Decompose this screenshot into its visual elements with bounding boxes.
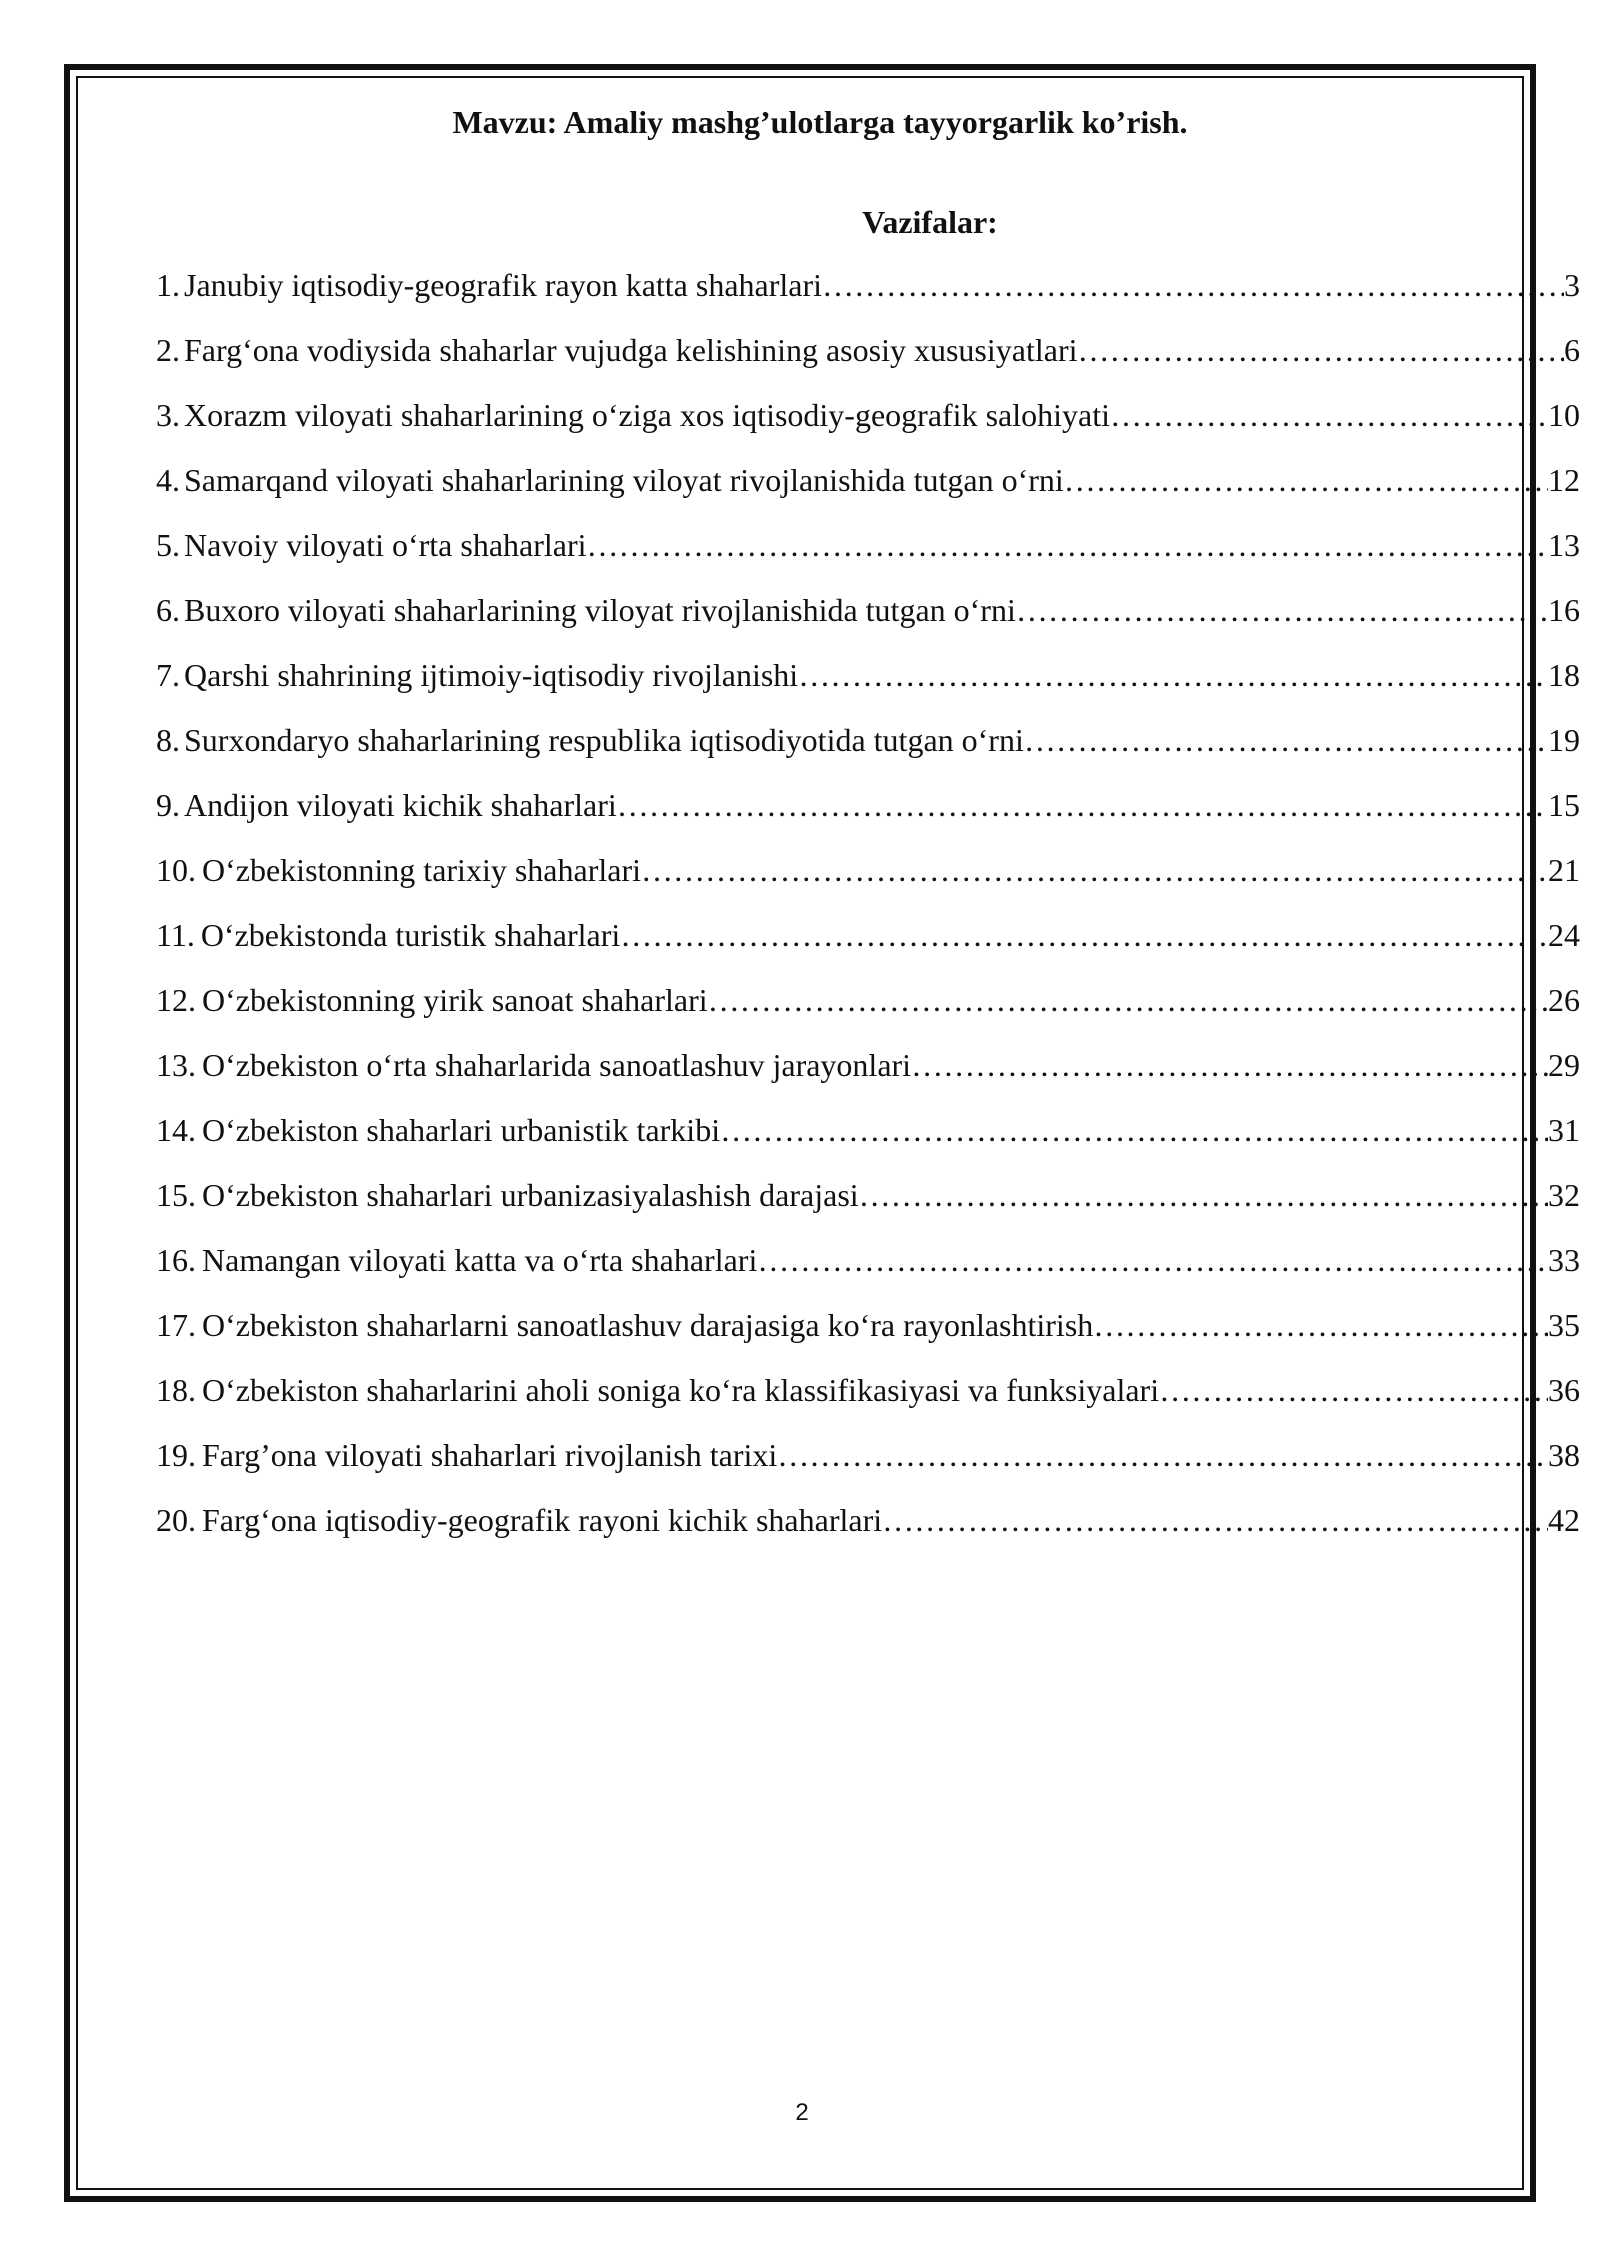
toc-item-3[interactable]: [156, 392, 1580, 457]
toc-item-title: O‘zbekistonning yirik sanoat shaharlari: [202, 982, 708, 1018]
toc-dot-leader: [587, 522, 1548, 568]
toc-item-number: 19.: [156, 1437, 196, 1473]
toc-dot-leader: [1159, 1367, 1548, 1413]
toc-item-20[interactable]: [156, 1497, 1580, 1562]
toc-item-12[interactable]: [156, 977, 1580, 1042]
toc-item-title: O‘zbekistonda turistik shaharlari: [200, 917, 621, 953]
toc-item-title: Farg’ona viloyati shaharlari rivojlanish tarixi: [202, 1437, 778, 1473]
toc-item-11[interactable]: [156, 912, 1580, 977]
toc-item-number: 20.: [156, 1502, 196, 1538]
toc-item-16[interactable]: [156, 1237, 1580, 1302]
toc-item-page: 15: [1548, 787, 1580, 823]
toc-item-title: Namangan viloyati katta va o‘rta shaharlari: [202, 1242, 758, 1278]
toc-dot-leader: [798, 652, 1548, 698]
toc-item-8[interactable]: [156, 717, 1580, 782]
toc-dot-leader: [620, 912, 1548, 958]
toc-item-title: Xorazm viloyati shaharlarining o‘ziga xos iqtisodiy-geografik salohiyati: [184, 397, 1110, 433]
toc-item-page: 32: [1548, 1177, 1580, 1213]
toc-item-number: 7.: [156, 657, 180, 693]
toc-item-page: 26: [1548, 982, 1580, 1018]
topic-heading: Mavzu: Amaliy mashg’ulotlarga tayyorgarlik ko’rish.: [452, 104, 1188, 140]
toc-item-page: 12: [1548, 462, 1580, 498]
toc-item-number: 3.: [156, 397, 180, 433]
toc-item-number: 17.: [156, 1307, 196, 1343]
toc-item-15[interactable]: [156, 1172, 1580, 1237]
toc-item-5[interactable]: [156, 522, 1580, 587]
toc-item-19[interactable]: [156, 1432, 1580, 1497]
toc-item-number: 13.: [156, 1047, 196, 1083]
toc-item-number: 1.: [156, 267, 180, 303]
toc-item-number: 16.: [156, 1242, 196, 1278]
toc-item-14[interactable]: [156, 1107, 1580, 1172]
toc-item-number: 5.: [156, 527, 180, 563]
toc-item-title: O‘zbekiston shaharlari urbanizasiyalashish darajasi: [202, 1177, 859, 1213]
toc-item-number: 14.: [156, 1112, 196, 1148]
toc-dot-leader: [641, 847, 1548, 893]
toc-item-number: 4.: [156, 462, 180, 498]
toc-dot-leader: [1077, 327, 1564, 373]
toc-item-2[interactable]: [156, 327, 1580, 392]
toc-item-number: 2.: [156, 332, 180, 368]
toc-item-page: 36: [1548, 1372, 1580, 1408]
toc-item-title: O‘zbekiston o‘rta shaharlarida sanoatlashuv jarayonlari: [202, 1047, 912, 1083]
toc-item-page: 35: [1548, 1307, 1580, 1343]
toc-dot-leader: [1024, 717, 1548, 763]
toc-item-number: 12.: [156, 982, 196, 1018]
toc-dot-leader: [708, 977, 1548, 1023]
toc-item-page: 10: [1548, 397, 1580, 433]
toc-dot-leader: [757, 1237, 1548, 1283]
toc-item-page: 18: [1548, 657, 1580, 693]
toc-item-number: 10.: [156, 852, 196, 888]
toc-item-page: 42: [1548, 1502, 1580, 1538]
toc-item-page: 19: [1548, 722, 1580, 758]
toc-item-title: Samarqand viloyati shaharlarining viloyat rivojlanishida tutgan o‘rni: [184, 462, 1064, 498]
toc-item-10[interactable]: [156, 847, 1580, 912]
toc-item-number: 15.: [156, 1177, 196, 1213]
toc-item-1[interactable]: [156, 262, 1580, 327]
toc-dot-leader: [911, 1042, 1548, 1088]
toc-item-title: Farg‘ona vodiysida shaharlar vujudga kelishining asosiy xususiyatlari: [184, 332, 1078, 368]
toc-dot-leader: [777, 1432, 1548, 1478]
toc-item-number: 11.: [156, 917, 195, 953]
toc-dot-leader: [1016, 587, 1548, 633]
toc-item-page: 6: [1564, 332, 1580, 368]
toc-dot-leader: [617, 782, 1548, 828]
toc-item-title: Navoiy viloyati o‘rta shaharlari: [184, 527, 587, 563]
toc-item-title: O‘zbekiston shaharlarini aholi soniga ko‘ra klassifikasiyasi va funksiyalari: [202, 1372, 1160, 1408]
toc-dot-leader: [882, 1497, 1548, 1543]
toc-item-number: 18.: [156, 1372, 196, 1408]
toc-item-title: Surxondaryo shaharlarining respublika iqtisodiyotida tutgan o‘rni: [184, 722, 1024, 758]
toc-dot-leader: [822, 262, 1564, 308]
toc-item-page: 16: [1548, 592, 1580, 628]
toc-item-7[interactable]: [156, 652, 1580, 717]
toc-item-title: Janubiy iqtisodiy-geografik rayon katta shaharlari: [184, 267, 823, 303]
table-of-contents: [156, 262, 1580, 1562]
toc-dot-leader: [859, 1172, 1548, 1218]
toc-item-page: 33: [1548, 1242, 1580, 1278]
toc-dot-leader: [720, 1107, 1548, 1153]
document-page: [76, 76, 1580, 2190]
toc-item-9[interactable]: [156, 782, 1580, 847]
toc-item-title: Buxoro viloyati shaharlarining viloyat rivojlanishida tutgan o‘rni: [184, 592, 1016, 628]
toc-item-4[interactable]: [156, 457, 1580, 522]
toc-item-18[interactable]: [156, 1367, 1580, 1432]
toc-item-page: 3: [1564, 267, 1580, 303]
toc-item-title: Andijon viloyati kichik shaharlari: [184, 787, 617, 823]
toc-item-title: Qarshi shahrining ijtimoiy-iqtisodiy rivojlanishi: [184, 657, 799, 693]
toc-item-page: 24: [1548, 917, 1580, 953]
toc-dot-leader: [1110, 392, 1548, 438]
toc-dot-leader: [1093, 1302, 1548, 1348]
toc-item-number: 9.: [156, 787, 180, 823]
toc-item-number: 6.: [156, 592, 180, 628]
toc-item-title: O‘zbekistonning tarixiy shaharlari: [202, 852, 641, 888]
toc-item-title: Farg‘ona iqtisodiy-geografik rayoni kichik shaharlari: [202, 1502, 883, 1538]
toc-item-page: 21: [1548, 852, 1580, 888]
toc-item-number: 8.: [156, 722, 180, 758]
toc-item-6[interactable]: [156, 587, 1580, 652]
toc-item-page: 13: [1548, 527, 1580, 563]
toc-dot-leader: [1064, 457, 1548, 503]
toc-item-title: O‘zbekiston shaharlari urbanistik tarkibi: [202, 1112, 721, 1148]
toc-item-17[interactable]: [156, 1302, 1580, 1367]
page-number: 2: [795, 2099, 809, 2126]
toc-item-page: 38: [1548, 1437, 1580, 1473]
tasks-heading: Vazifalar:: [862, 204, 998, 240]
toc-item-page: 31: [1548, 1112, 1580, 1148]
toc-item-13[interactable]: [156, 1042, 1580, 1107]
toc-item-title: O‘zbekiston shaharlarni sanoatlashuv darajasiga ko‘ra rayonlashtirish: [202, 1307, 1094, 1343]
toc-item-page: 29: [1548, 1047, 1580, 1083]
